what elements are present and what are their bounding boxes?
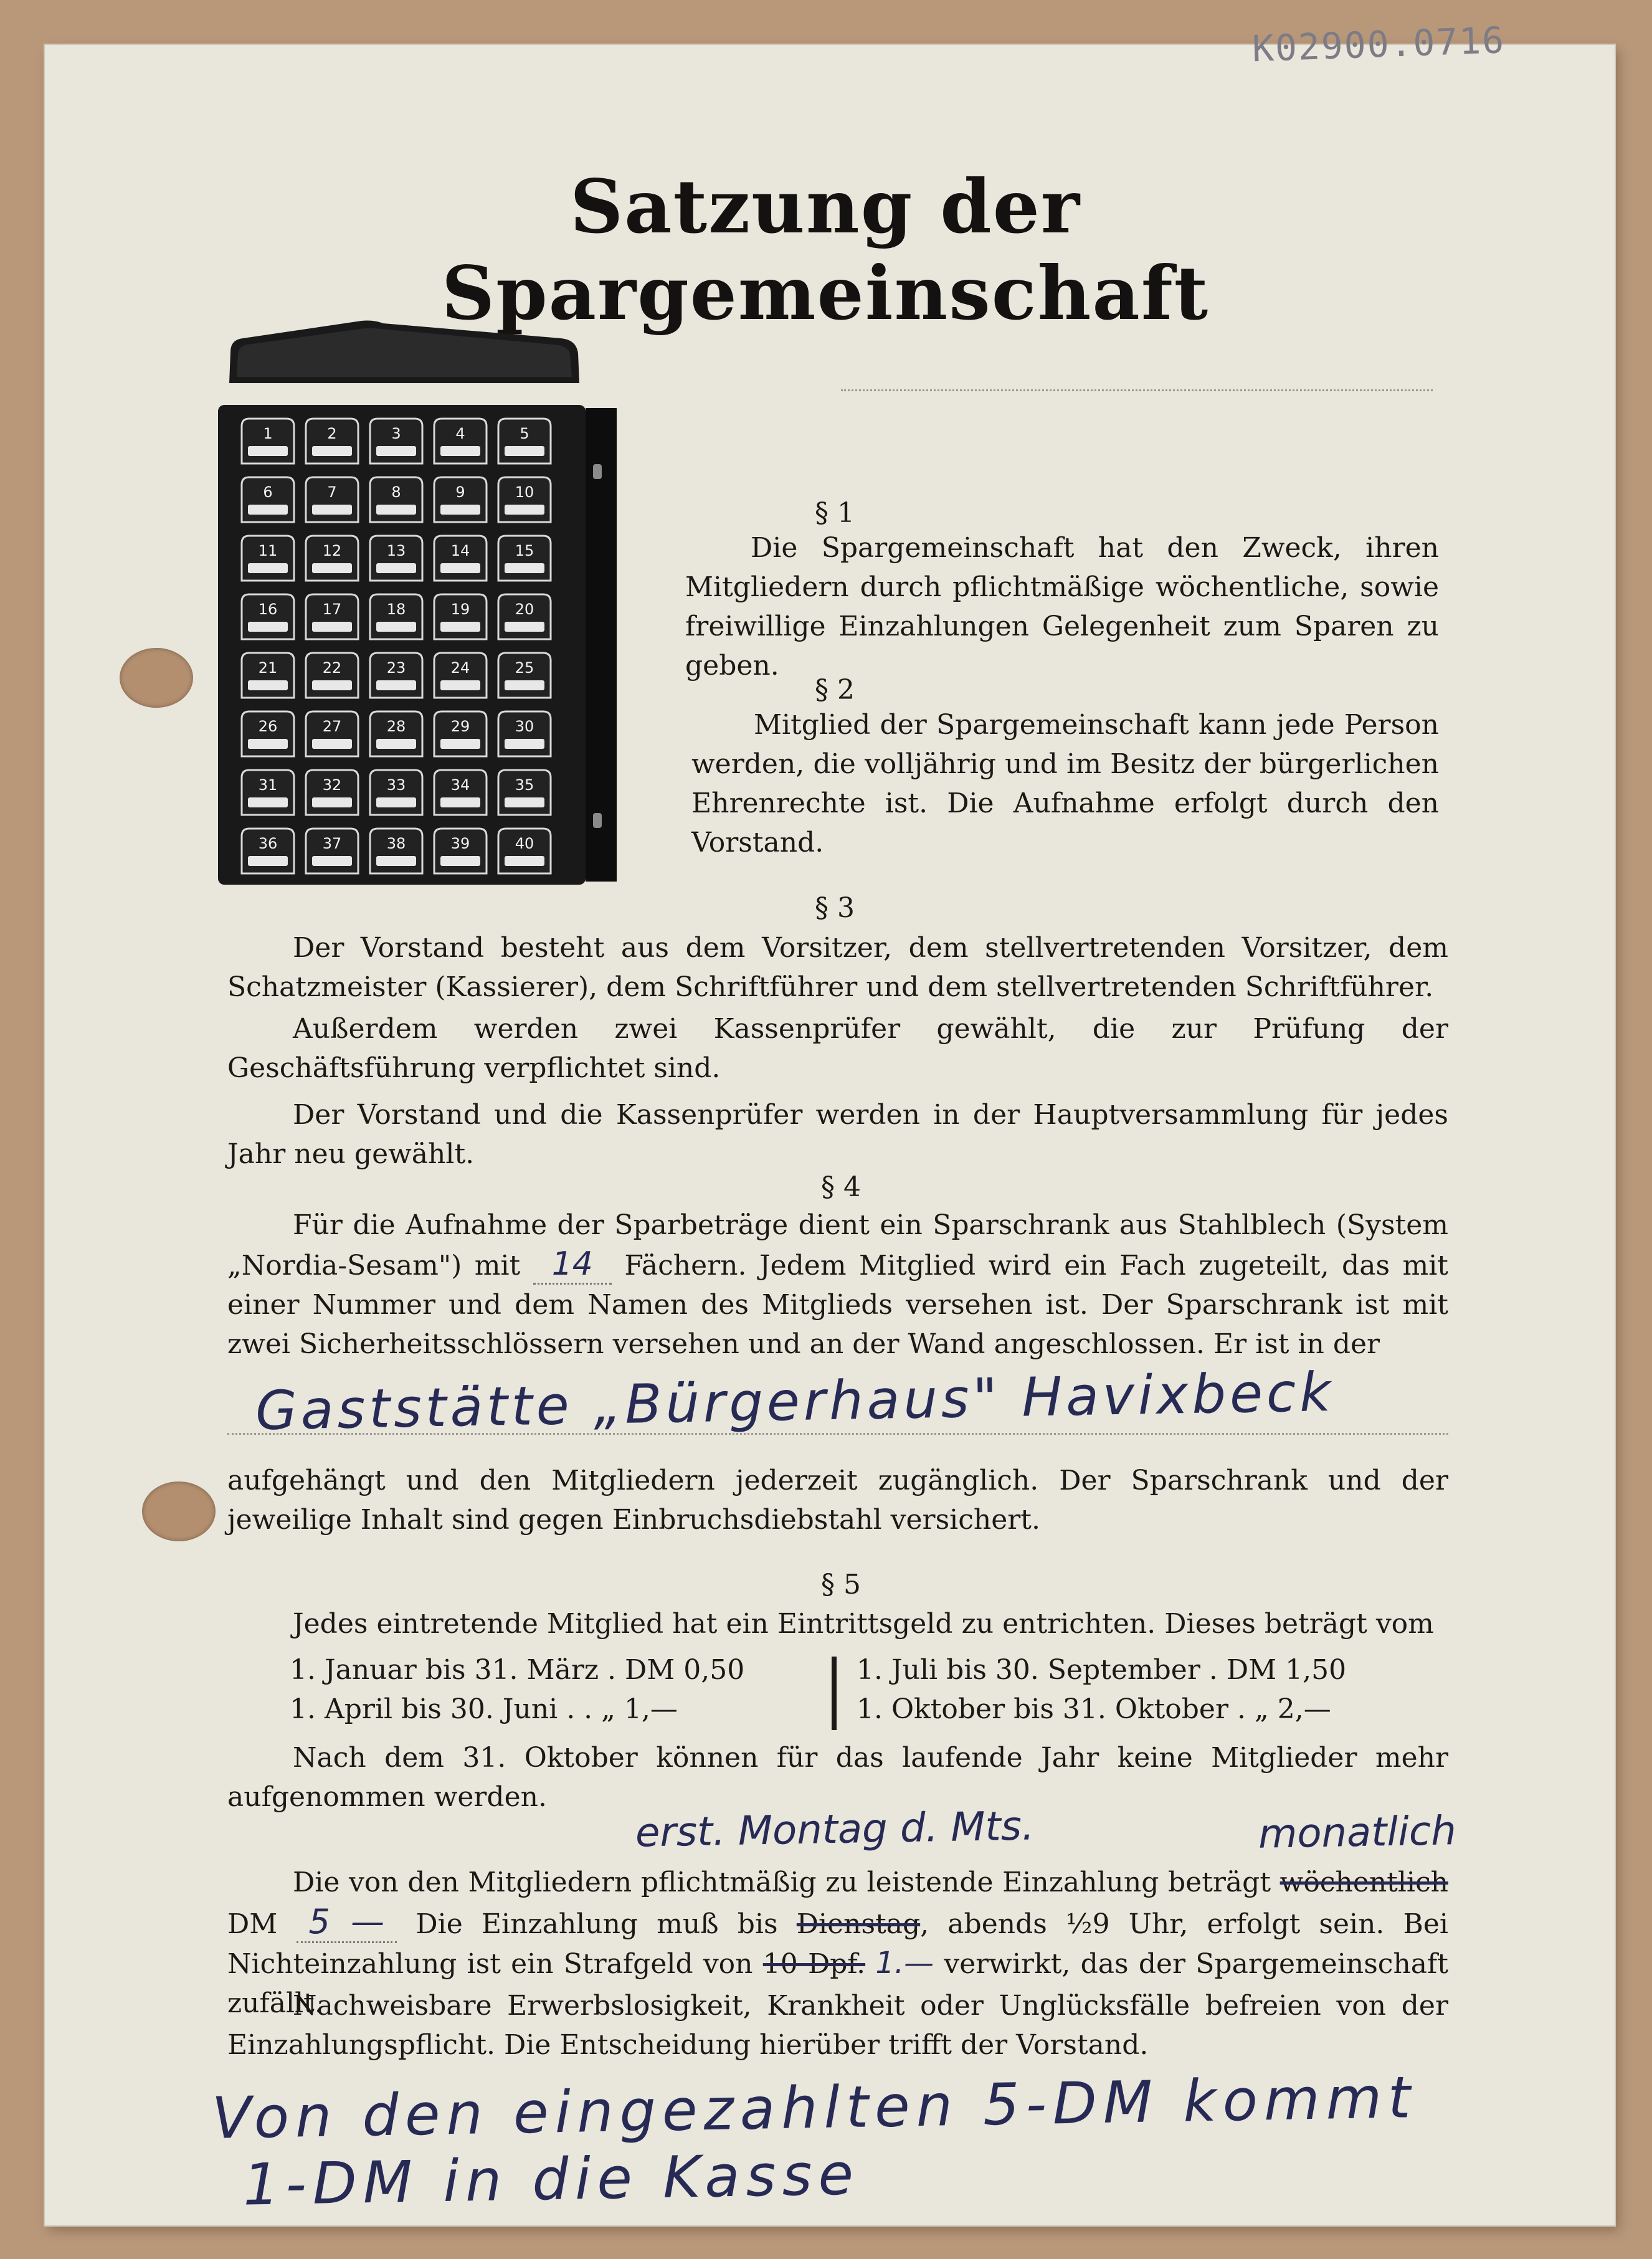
document-title: Satzung der Spargemeinschaft [441,163,1210,336]
compartment-number: 16 [258,601,278,618]
section-3-paragraph-1: Der Vorstand besteht aus dem Vorsitzer, dem stellvertretenden Vorsitzer, dem Schatzmeister (Kassierer), dem Schriftführer und dem stellvertretenden Schriftführer. [227,932,1448,1003]
section-5-heading: § 5 [821,1569,861,1600]
compartment-number: 36 [258,835,278,852]
compartment-number: 32 [322,776,342,794]
compartment-name-plate [248,505,288,515]
compartment-name-plate [312,797,352,807]
compartment-name-plate [312,856,352,866]
section-5-paragraph-4: Nachweisbare Erwerbslosigkeit, Krankheit oder Unglücksfälle befreien von der Einzahlungspflicht. Die Entscheidung hierüber trifft der Vorstand. [227,1990,1448,2061]
payment-text-d: verwirkt, das der Spargemeinschaft zufällt. [227,1948,1448,2019]
compartment-number: 23 [386,659,406,677]
compartment-name-plate [376,505,416,515]
section-2-text: Mitglied der Spargemeinschaft kann jede Person werden, die volljährig und im Besitz der bürgerlichen Ehrenrechte ist. Die Aufnahme erfolgt durch den Vorstand. [691,709,1439,858]
payment-text-a: Die von den Mitgliedern pflichtmäßig zu leistende Einzahlung beträgt [293,1867,1271,1898]
compartment-name-plate [440,446,480,456]
compartment-name-plate [505,446,544,456]
currency-dm: DM [227,1908,278,1940]
compartment-number: 18 [386,601,406,618]
compartment-name-plate [312,622,352,632]
payment-text-b: Die Einzahlung muß bis [415,1908,778,1940]
compartment-name-plate [505,505,544,515]
compartment-name-plate [505,680,544,690]
compartment-name-plate [440,505,480,515]
section-5-paragraph-1: Jedes eintretende Mitglied hat ein Eintrittsgeld zu entrichten. Dieses beträgt vom [293,1608,1434,1640]
handwritten-first-monday: erst. Montag d. Mts. [635,1803,1035,1857]
compartment-name-plate [505,739,544,749]
compartment-name-plate [440,563,480,573]
compartment-name-plate [505,856,544,866]
compartment-name-plate [505,622,544,632]
compartment-name-plate [376,739,416,749]
compartment-name-plate [505,797,544,807]
compartment-name-plate [376,563,416,573]
compartment-name-plate [312,505,352,515]
compartment-number: 31 [258,776,278,794]
section-4-heading: § 4 [821,1171,861,1203]
compartment-number: 21 [258,659,278,677]
compartment-number: 35 [515,776,534,794]
compartment-number: 22 [322,659,342,677]
entrance-fee-table [290,1654,1473,1735]
compartment-number: 8 [391,483,401,501]
compartment-name-plate [376,680,416,690]
handwritten-note-line-1: Von den eingezahlten 5-DM kommt [211,2064,1418,2152]
compartment-name-plate [376,446,416,456]
compartment-name-plate [312,446,352,456]
compartment-name-plate [376,797,416,807]
compartment-name-plate [312,680,352,690]
compartment-name-plate [248,446,288,456]
section-3-paragraph-2: Außerdem werden zwei Kassenprüfer gewählt, die zur Prüfung der Geschäftsführung verpflichtet sind. [227,1013,1448,1084]
handwritten-amount: 5 — [297,1902,397,1943]
compartment-number: 13 [386,542,406,559]
compartment-number: 28 [386,718,406,735]
compartment-number: 9 [455,483,465,501]
compartment-name-plate [440,856,480,866]
handwritten-fine: 1.— [875,1946,934,1981]
struck-fine: 10 Dpf. [762,1948,866,1980]
struck-tuesday: Dienstag [796,1908,921,1940]
compartment-count: 14 [533,1245,612,1285]
section-4-text-before: Für die Aufnahme der Sparbeträge dient ein Sparschrank aus Stahlblech (System „Nordia-Sesam") mit [227,1209,1448,1282]
fee-row-right-2: 1. Oktober bis 31. Oktober . „ 2,— [857,1693,1331,1725]
compartment-number: 19 [450,601,470,618]
compartment-number: 25 [515,659,534,677]
section-3-heading: § 3 [815,892,855,924]
punch-hole-bottom [142,1481,216,1541]
archive-number: K02900.0716 [1251,19,1506,70]
compartment-number: 5 [520,425,529,442]
fee-row-left-1: 1. Januar bis 31. März . DM 0,50 [290,1654,745,1686]
compartment-name-plate [248,622,288,632]
compartment-number: 24 [450,659,470,677]
payment-text-c: , abends ½9 Uhr, erfolgt sein. Bei Nichteinzahlung ist ein Strafgeld von [227,1908,1449,1980]
compartment-name-plate [248,797,288,807]
section-1-text: Die Spargemeinschaft hat den Zweck, ihren Mitgliedern durch pflichtmäßige wöchentliche, sowie freiwillige Einzahlungen Gelegenheit zum Sparen zu geben. [685,532,1439,682]
compartment-name-plate [440,797,480,807]
section-4-paragraph-1 [227,1206,1448,1364]
compartment-name-plate [440,622,480,632]
handwritten-note-line-2: 1-DM in die Kasse [242,2141,860,2219]
compartment-name-plate [248,563,288,573]
compartment-number: 37 [322,835,342,852]
compartment-name-plate [376,856,416,866]
section-2-heading: § 2 [815,674,855,706]
compartment-name-plate [440,680,480,690]
compartment-number: 38 [386,835,406,852]
compartment-name-plate [312,563,352,573]
compartment-name-plate [376,622,416,632]
section-4-text-after: Fächern. Jedem Mitglied wird ein Fach zugeteilt, das mit einer Nummer und dem Namen des Mitglieds versehen ist. Der Sparschrank ist mit zwei Sicherheitsschlössern versehen und an der Wand angeschlossen. Er ist in der [227,1250,1448,1360]
compartment-number: 12 [322,542,342,559]
compartment-number: 29 [450,718,470,735]
compartment-number: 7 [327,483,337,501]
compartment-number: 30 [515,718,534,735]
compartment-number: 2 [327,425,337,442]
compartment-name-plate [248,739,288,749]
section-5-paragraph-2: Nach dem 31. Oktober können für das laufende Jahr keine Mitglieder mehr aufgenommen werden. [227,1742,1448,1813]
compartment-number: 3 [391,425,401,442]
compartment-number: 17 [322,601,342,618]
compartment-name-plate [440,739,480,749]
savings-cabinet-illustration [212,315,623,888]
compartment-number: 40 [515,835,534,852]
compartment-number: 26 [258,718,278,735]
compartment-name-plate [248,680,288,690]
compartment-number: 27 [322,718,342,735]
section-1-heading: § 1 [815,497,855,529]
fee-table-divider [832,1657,837,1730]
section-3-paragraph-3: Der Vorstand und die Kassenprüfer werden in der Hauptversammlung für jedes Jahr neu gewählt. [227,1099,1448,1170]
compartment-number: 20 [515,601,534,618]
section-4-paragraph-2: aufgehängt und den Mitgliedern jederzeit zugänglich. Der Sparschrank und der jeweilige Inhalt sind gegen Einbruchsdiebstahl versichert. [227,1465,1448,1536]
compartment-number: 10 [515,483,534,501]
compartment-number: 39 [450,835,470,852]
compartment-number: 11 [258,542,278,559]
compartment-number: 15 [515,542,534,559]
handwritten-monthly: monatlich [1258,1808,1457,1858]
compartment-number: 6 [263,483,273,501]
compartment-name-plate [248,856,288,866]
fee-row-left-2: 1. April bis 30. Juni . . „ 1,— [290,1693,678,1725]
dotted-line-top [841,389,1433,391]
compartment-number: 4 [455,425,465,442]
compartment-number: 14 [450,542,470,559]
handwritten-location: Gaststätte „Bürgerhaus" Havixbeck [255,1361,1335,1443]
struck-weekly: wöchentlich [1279,1867,1448,1898]
punch-hole-top [120,648,193,708]
compartment-number: 33 [386,776,406,794]
compartment-number: 34 [450,776,470,794]
compartment-name-plate [312,739,352,749]
compartment-name-plate [505,563,544,573]
compartment-number: 1 [263,425,273,442]
fee-row-right-1: 1. Juli bis 30. September . DM 1,50 [857,1654,1347,1686]
dotted-line-location [227,1433,1448,1435]
